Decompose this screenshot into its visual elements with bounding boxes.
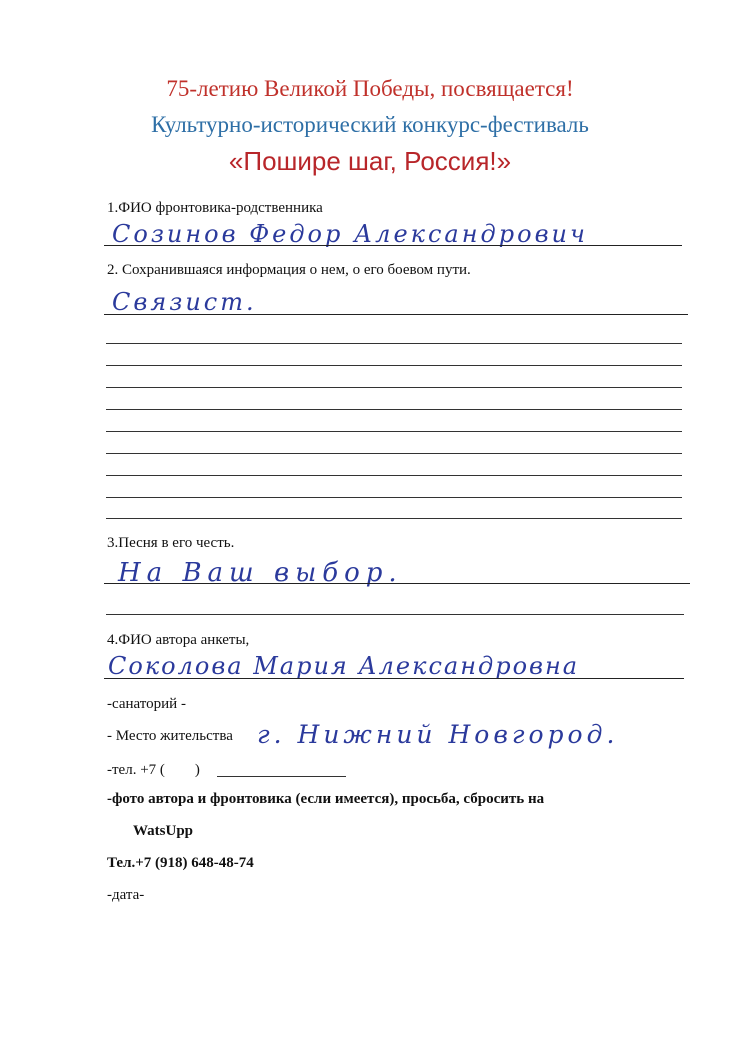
answer-line — [106, 365, 682, 366]
question-1-label: 1.ФИО фронтовика-родственника — [107, 200, 323, 216]
question-2-answer: Связист. — [112, 288, 257, 316]
answer-line — [106, 614, 684, 615]
answer-line — [106, 475, 682, 476]
answer-line — [104, 583, 690, 584]
answer-line — [104, 314, 688, 315]
answer-line — [104, 245, 682, 246]
contact-phone: Тел.+7 (918) 648-48-74 — [107, 855, 254, 871]
photo-note: -фото автора и фронтовика (если имеется), просьба, сбросить на — [107, 791, 545, 807]
header-line-2: Культурно-исторический конкурс-фестиваль — [151, 112, 589, 137]
question-1-answer: Созинов Федор Александрович — [112, 220, 588, 248]
phone-line — [217, 776, 346, 777]
header-line-1: 75-летию Великой Победы, посвящается! — [166, 76, 574, 101]
answer-line — [106, 409, 682, 410]
answer-line — [106, 453, 682, 454]
answer-line — [106, 497, 682, 498]
header-line-3: «Пошире шаг, Россия!» — [228, 146, 512, 176]
question-2-label: 2. Сохранившаяся информация о нем, о его боевом пути. — [107, 262, 471, 278]
answer-line — [106, 387, 682, 388]
residence-answer: г. Нижний Новгород. — [257, 720, 619, 749]
question-4-label: 4.ФИО автора анкеты, — [107, 632, 250, 648]
question-4-answer: Соколова Мария Александровна — [108, 652, 580, 680]
residence-label: - Место жительства — [107, 728, 233, 744]
watsapp-label: WatsUpp — [133, 823, 194, 839]
question-3-label: 3.Песня в его честь. — [107, 535, 235, 551]
sanatorium-label: -санаторий - — [107, 696, 186, 712]
question-3-answer: На Ваш выбор. — [118, 558, 403, 588]
date-label: -дата- — [107, 887, 145, 903]
answer-line — [106, 343, 682, 344]
answer-line — [104, 678, 684, 679]
phone-label: -тел. +7 ( ) — [107, 762, 200, 778]
answer-line — [106, 518, 682, 519]
answer-line — [106, 431, 682, 432]
